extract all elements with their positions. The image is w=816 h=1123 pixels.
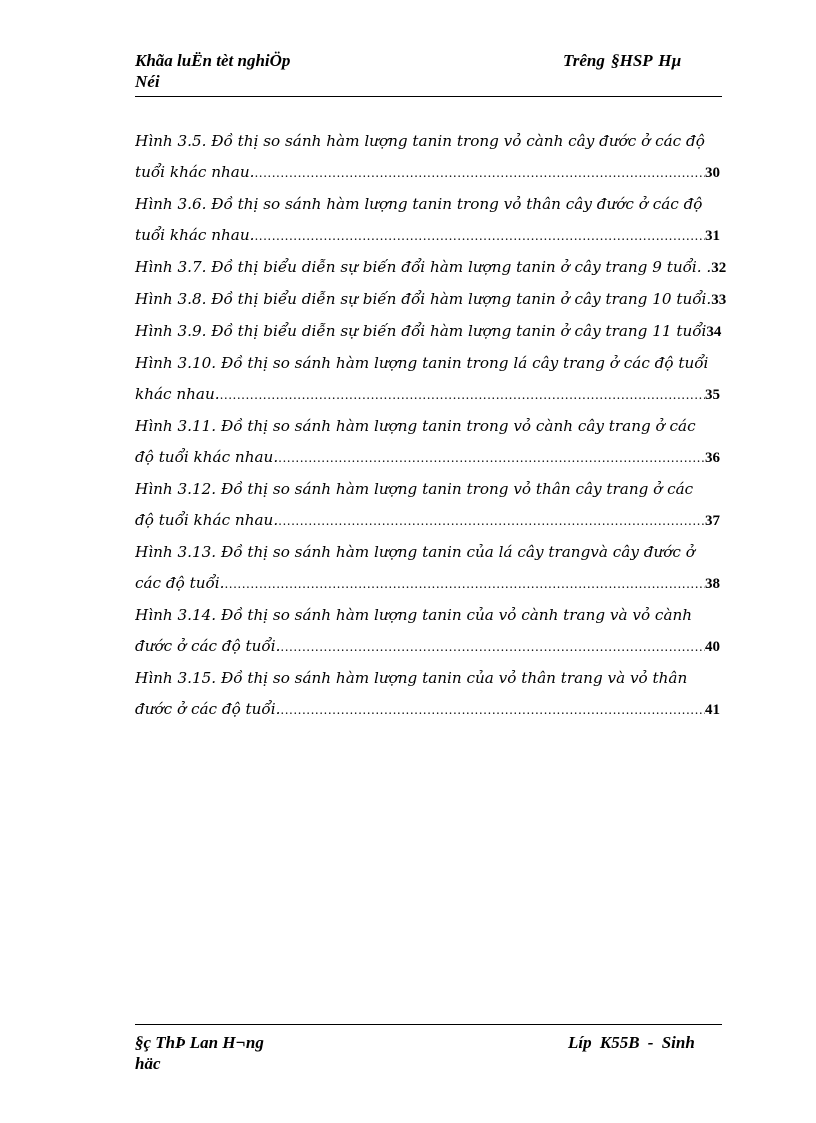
- toc-entry: [135, 126, 720, 189]
- dot-leader: [254, 221, 705, 252]
- toc-entry-title-cont: tuổi khác nhau.: [135, 226, 255, 244]
- toc-entry: [135, 411, 720, 474]
- page-number: 33: [711, 292, 727, 308]
- dot-leader: [278, 443, 705, 474]
- toc-entry-title-cont: độ tuổi khác nhau.: [135, 511, 279, 529]
- page-number: 35: [705, 387, 720, 403]
- toc-entry-title: Hình 3.11. Đồ thị so sánh hàm lượng tanin trong vỏ cành cây trang ở các: [135, 417, 696, 435]
- page-number: 30: [705, 165, 720, 181]
- page-header: [135, 50, 722, 97]
- page-number: 41: [705, 702, 720, 718]
- toc-entry-title: Hình 3.15. Đồ thị so sánh hàm lượng tanin của vỏ thân trang và vỏ thân: [135, 669, 688, 687]
- header-left: [135, 50, 365, 92]
- toc-entry: [135, 252, 727, 284]
- header-thesis-title-cont: Néi: [135, 72, 160, 91]
- dot-leader: [220, 380, 705, 411]
- toc-entry-title-cont: tuổi khác nhau.: [135, 163, 255, 181]
- toc-entry: [135, 537, 720, 600]
- dot-leader: [278, 506, 705, 537]
- dot-leader: [280, 632, 705, 663]
- dot-leader: [254, 158, 705, 189]
- toc-entry-title: Hình 3.10. Đồ thị so sánh hàm lượng tanin trong lá cây trang ở các độ tuổi: [135, 354, 709, 372]
- footer-class: Líp K55B - Sinh: [568, 1033, 695, 1052]
- toc-entry-title-cont: độ tuổi khác nhau.: [135, 448, 279, 466]
- figure-list: [135, 126, 727, 726]
- toc-entry-title: Hình 3.7. Đồ thị biểu diễn sự biến đổi hàm lượng tanin ở cây trang 9 tuổi. .: [135, 258, 712, 276]
- toc-entry: [135, 348, 720, 411]
- page-number: 32: [711, 260, 727, 276]
- toc-entry: [135, 284, 727, 316]
- toc-entry-title: Hình 3.12. Đồ thị so sánh hàm lượng tanin trong vỏ thân cây trang ở các: [135, 480, 694, 498]
- toc-entry: [135, 474, 720, 537]
- dot-leader: [280, 695, 705, 726]
- toc-entry-title-cont: khác nhau.: [135, 385, 220, 403]
- page-number: 40: [705, 639, 720, 655]
- footer-author-name-cont: häc: [135, 1054, 161, 1073]
- toc-entry-title: Hình 3.9. Đồ thị biểu diễn sự biến đổi hàm lượng tanin ở cây trang 11 tuổi: [135, 322, 707, 340]
- header-thesis-title: Khãa luËn tèt nghiÖp: [135, 51, 291, 70]
- toc-entry-title-cont: đước ở các độ tuổi.: [135, 700, 281, 718]
- toc-entry-title: Hình 3.5. Đồ thị so sánh hàm lượng tanin trong vỏ cành cây đước ở các độ: [135, 132, 705, 150]
- page-number: 37: [705, 513, 720, 529]
- toc-entry-title: Hình 3.8. Đồ thị biểu diễn sự biến đổi hàm lượng tanin ở cây trang 10 tuổi.: [135, 290, 712, 308]
- toc-entry-title: Hình 3.14. Đồ thị so sánh hàm lượng tanin của vỏ cành trang và vỏ cành: [135, 606, 693, 624]
- page-number: 31: [705, 228, 720, 244]
- toc-entry-title-cont: đước ở các độ tuổi.: [135, 637, 281, 655]
- footer-author: [135, 1032, 355, 1074]
- toc-entry: [135, 189, 720, 252]
- footer-author-name: §ç ThÞ Lan H¬ng: [135, 1033, 264, 1052]
- toc-entry: [135, 600, 720, 663]
- toc-entry-title: Hình 3.6. Đồ thị so sánh hàm lượng tanin trong vỏ thân cây đước ở các độ: [135, 195, 703, 213]
- header-university: Trêng §HSP Hµ: [563, 51, 682, 70]
- page-footer: [135, 1024, 722, 1080]
- toc-entry: [135, 663, 720, 726]
- dot-leader: [224, 569, 705, 600]
- toc-entry-title: Hình 3.13. Đồ thị so sánh hàm lượng tanin của lá cây trangvà cây đước ở: [135, 543, 695, 561]
- toc-entry-title-cont: các độ tuổi.: [135, 574, 225, 592]
- page-number: 34: [706, 324, 722, 340]
- page-number: 36: [705, 450, 720, 466]
- page-number: 38: [705, 576, 720, 592]
- toc-entry: [135, 316, 720, 348]
